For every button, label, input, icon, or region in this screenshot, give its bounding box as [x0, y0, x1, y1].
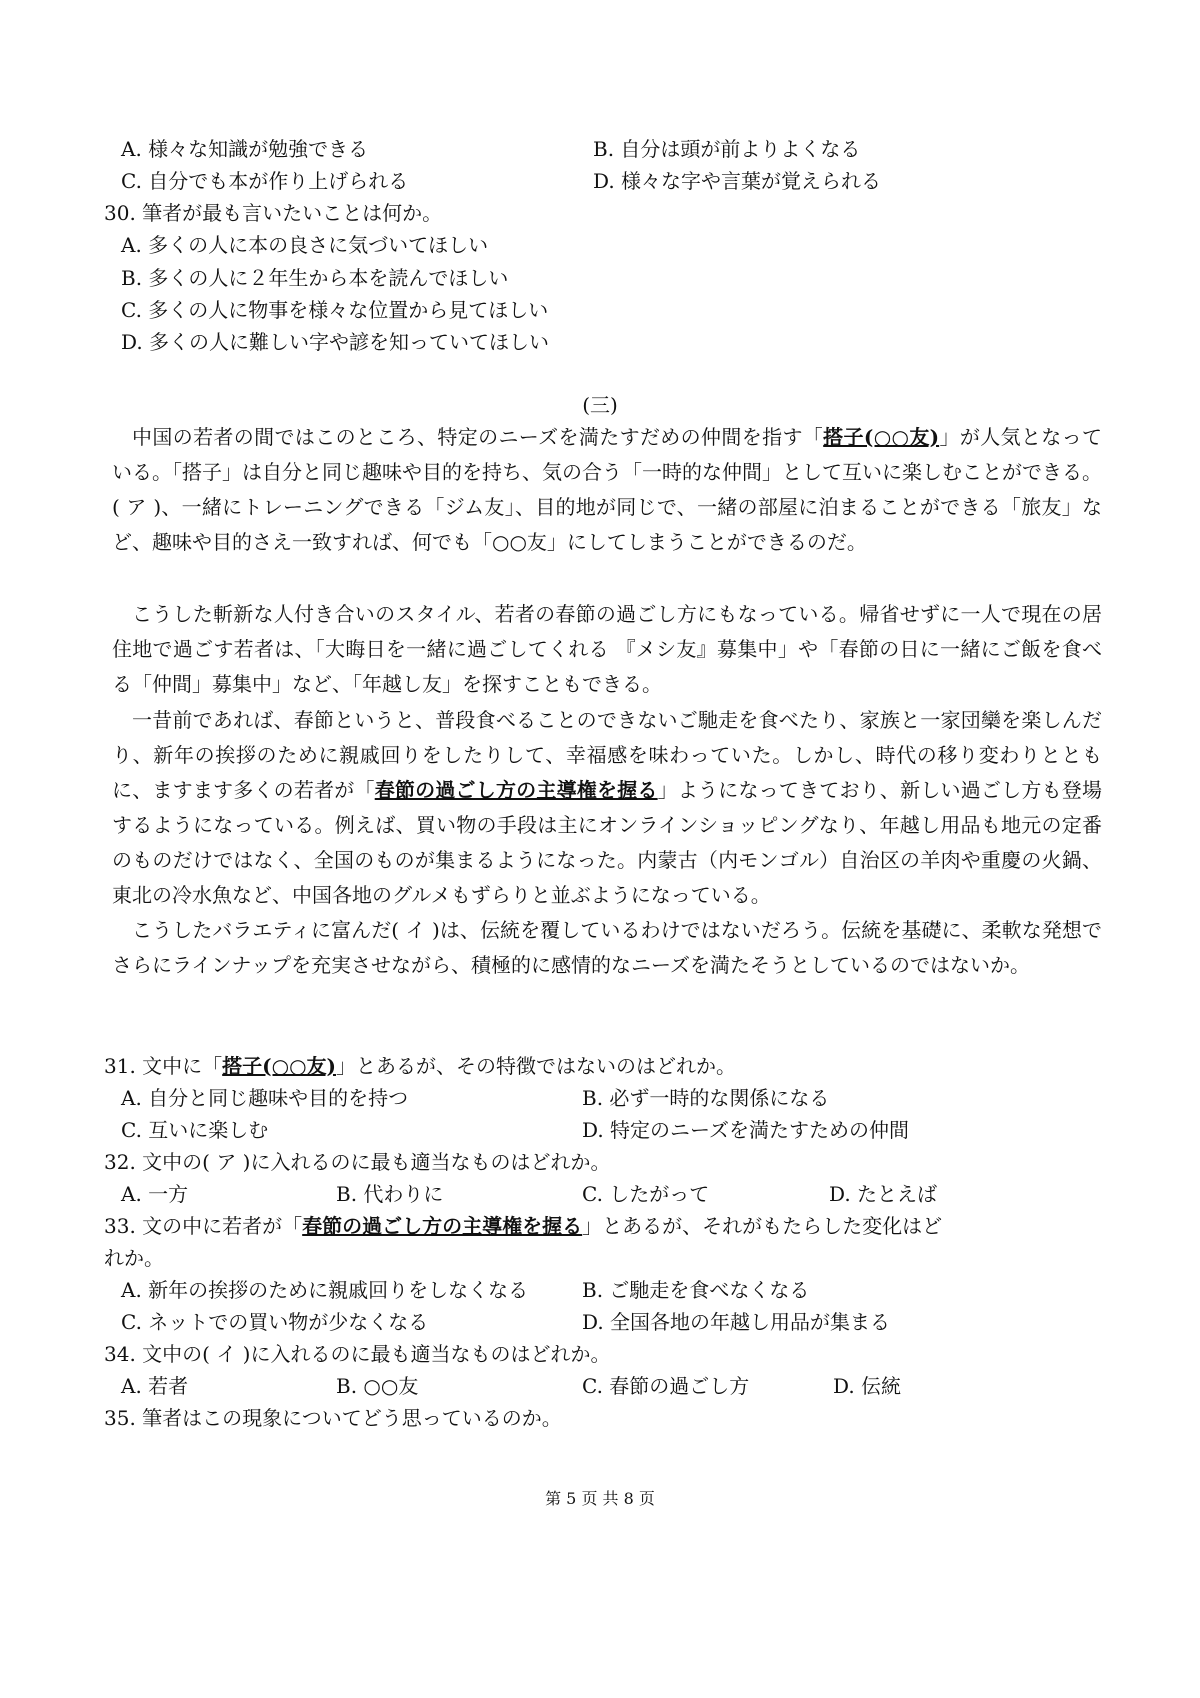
q34-option-d[interactable]: D. 伝統 — [833, 1374, 902, 1398]
q30-option-d[interactable]: D. 多くの人に難しい字や諺を知っていてほしい — [121, 330, 550, 354]
q32-option-b[interactable]: B. 代わりに — [336, 1182, 444, 1206]
q33-option-a[interactable]: A. 新年の挨拶のために親戚回りをしなくなる — [121, 1278, 529, 1302]
passage-paragraph-3: 一昔前であれば、春節というと、普段食べることのできないご馳走を食べたり、家族と一家団欒を楽しんだり、新年の挨拶のために親戚回りをしたりして、幸福感を味わっていた。しかし、時代の移り変わりとともに、ますます多くの若者が「春節の過ごし方の主導権を握る」ようになってきており、新しい過ごし方も登場するようになっている。例えば、買い物の手段は主にオンラインショッピングなり、年越し用品も地元の定番のものだけではなく、全国のものが集まるようになった。内蒙古（内モンゴル）自治区の羊肉や重慶の火鍋、東北の冷水魚など、中国各地のグルメもずらりと並ぶようになっている。 — [112, 708, 1103, 907]
passage-paragraph-4: こうしたバラエティに富んだ( イ )は、伝統を覆しているわけではないだろう。伝統を基礎に、柔軟な発想でさらにラインナップを充実させながら、積極的に感情的なニーズを満たそうとしているのではないか。 — [112, 918, 1102, 977]
q34-option-a[interactable]: A. 若者 — [121, 1374, 189, 1398]
q31-option-b[interactable]: B. 必ず一時的な関係になる — [582, 1086, 830, 1110]
passage-paragraph-2: こうした斬新な人付き合いのスタイル、若者の春節の過ごし方にもなっている。帰省せずに一人で現在の居住地で過ごす若者は、「大晦日を一緒に過ごしてくれる 『メシ友』募集中」や「春節の日に一緒にご飯を食べる「仲間」募集中」など、「年越し友」を探すこともできる。 — [112, 602, 1102, 696]
passage-paragraph-1: 中国の若者の間ではこのところ、特定のニーズを満たすだめの仲間を指す「搭子(○○友)」が人気となっている。「搭子」は自分と同じ趣味や目的を持ち、気の合う「一時的な仲間」として互いに楽しむことができる。( ア )、一緒にトレーニングできる「ジム友」、目的地が同じで、一緒の部屋に泊まることができる「旅友」など、趣味や目的さえ一致すれば、何でも「○○友」にしてしまうことができるのだ。 — [112, 425, 1103, 554]
q30-option-a[interactable]: A. 多くの人に本の良さに気づいてほしい — [121, 233, 489, 257]
q31-term: 搭子(○○友) — [222, 1054, 336, 1078]
term-dazi: 搭子(○○友) — [823, 425, 940, 449]
q33-option-d[interactable]: D. 全国各地の年越し用品が集まる — [582, 1310, 891, 1334]
q33-option-b[interactable]: B. ご馳走を食べなくなる — [582, 1278, 810, 1302]
q30-question: 30. 筆者が最も言いたいことは何か。 — [104, 201, 443, 225]
q33-question-cont: れか。 — [104, 1246, 164, 1270]
page-number: 第 5 页 共 8 页 — [545, 1489, 655, 1508]
q34-option-c[interactable]: C. 春節の過ごし方 — [582, 1374, 750, 1398]
q34-option-b[interactable]: B. ○○友 — [336, 1374, 419, 1398]
q31-question: 31. 文中に「搭子(○○友)」とあるが、その特徴ではないのはどれか。 — [104, 1054, 736, 1078]
q33-term: 春節の過ごし方の主導権を握る — [302, 1214, 583, 1238]
q32-question: 32. 文中の( ア )に入れるのに最も適当なものはどれか。 — [104, 1150, 611, 1174]
q32-option-d[interactable]: D. たとえば — [829, 1182, 938, 1206]
section-title: (三) — [582, 393, 618, 417]
q33-option-c[interactable]: C. ネットでの買い物が少なくなる — [121, 1310, 429, 1334]
q29-option-b[interactable]: B. 自分は頭が前よりよくなる — [593, 137, 861, 161]
q30-option-b[interactable]: B. 多くの人に２年生から本を読んでほしい — [121, 266, 509, 290]
q34-question: 34. 文中の( イ )に入れるのに最も適当なものはどれか。 — [104, 1342, 611, 1366]
term-shunjie-initiative: 春節の過ごし方の主導権を握る — [374, 778, 658, 802]
q31-option-c[interactable]: C. 互いに楽しむ — [121, 1118, 269, 1142]
q32-option-c[interactable]: C. したがって — [582, 1182, 710, 1206]
q31-option-d[interactable]: D. 特定のニーズを満たすための仲間 — [582, 1118, 910, 1142]
q35-question: 35. 筆者はこの現象についてどう思っているのか。 — [104, 1406, 562, 1430]
q29-option-c[interactable]: C. 自分でも本が作り上げられる — [121, 169, 409, 193]
q29-option-d[interactable]: D. 様々な字や言葉が覚えられる — [593, 169, 882, 193]
q31-option-a[interactable]: A. 自分と同じ趣味や目的を持つ — [121, 1086, 409, 1110]
q32-option-a[interactable]: A. 一方 — [121, 1182, 189, 1206]
q33-question: 33. 文の中に若者が「春節の過ごし方の主導権を握る」とあるが、それがもたらした変化はど — [104, 1214, 943, 1238]
q30-option-c[interactable]: C. 多くの人に物事を様々な位置から見てほしい — [121, 298, 549, 322]
q29-option-a[interactable]: A. 様々な知識が勉強できる — [121, 137, 369, 161]
